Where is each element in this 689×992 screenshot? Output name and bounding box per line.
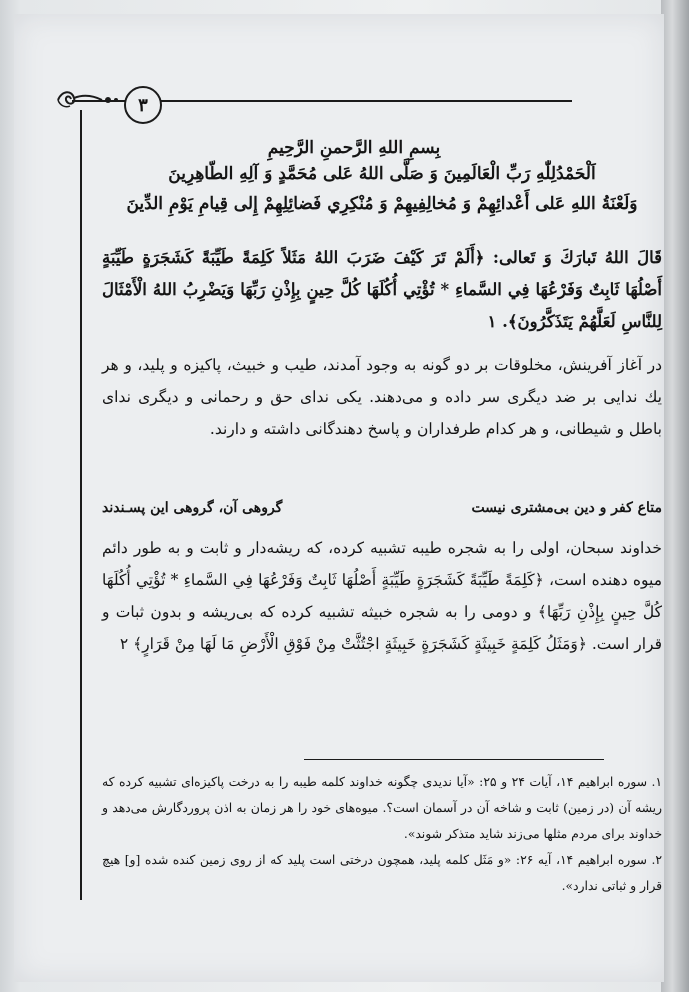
poem-hemistich-right: متاع کفر و دین بی‌مشتری نیست — [471, 500, 662, 516]
page-number-badge — [124, 86, 162, 124]
footnotes — [102, 769, 662, 899]
footnote-2: ۲. سوره ابراهیم ۱۴، آیه ۲۶: «و مَثَل کلمه پلید، همچون درختی است پلید که از روی زمین کنده شده [و] هیچ قرار و ثباتی ندارد». — [102, 853, 663, 893]
poem-hemistich-left: گروهی آن، گروهی این پسـندند — [102, 500, 283, 516]
paragraph-1-text: در آغاز آفرینش، مخلوقات بر دو گونه به وجود آمدند، طیب و خبیث، پاکیزه و پلید، و هر یك ندایی بر ضد دیگری سر داده و می‌دهند. یکی ندای حق و رحمانی و دیگری ندای باطل و شیطانی، و هر کدام طرفداران و پاسخ دهندگانی داشته و دارند. — [102, 356, 662, 438]
page-number: ۳ — [138, 94, 148, 116]
frame-left-rule — [80, 110, 82, 900]
paragraph-1 — [102, 349, 662, 445]
paragraph-2 — [102, 532, 662, 660]
scroll-ornament-icon — [54, 84, 134, 114]
footnote-1: ۱. سوره ابراهیم ۱۴، آیات ۲۴ و ۲۵: «آیا ندیدی چگونه خداوند کلمه طیبه را به درخت پاکیزه‌ای تشبیه کرده که ریشه آن (در زمین) ثابت و شاخه آن در آسمان است؟. میوه‌های خود را هر زمان به اذن پروردگارش می‌دهد و خداوند برای مردم مثلها می‌زند شاید متذکر شوند». — [102, 775, 662, 841]
paragraph-2-text: خداوند سبحان، اولی را به شجره طیبه تشبیه کرده، که ریشه‌دار و ثابت و به طور دائم میوه دهنده است، ﴿كَلِمَةً طَيِّبَةً كَشَجَرَةٍ طَيِّبَةٍ أَصْلُهَا ثَابِتٌ وَفَرْعُهَا فِي السَّماءِ * تُؤْتِي أُكُلَهَا كُلَّ حِينٍ بِإِذْنِ رَبِّهَا﴾ و دومی را به شجره خبیثه تشبیه کرده که بی‌ریشه و بدون ثبات و قرار است. ﴿وَمَثَلُ كَلِمَةٍ خَبِيثَةٍ كَشَجَرَةٍ خَبِيثَةٍ اجْتُثَّتْ مِنْ فَوْقِ الْأَرْضِ مَا لَهَا مِنْ قَرَارٍ﴾ ۲ — [102, 539, 662, 653]
footnote-separator — [304, 759, 604, 760]
curse-line: وَلَعْنَةُ اللهِ عَلى أَعْدائِهِمْ وَ مُخالِفِيهِمْ وَ مُنْكِرِي فَضائِلِهِمْ إِلى قِيامِ يَوْمِ الدِّينَ — [126, 194, 638, 214]
book-page — [14, 14, 664, 982]
next-page-edge — [661, 0, 689, 992]
bismillah: بِسمِ اللهِ الرَّحمنِ الرَّحِيمِ — [267, 138, 441, 158]
praise-line: اَلْحَمْدُلِلّٰهِ رَبِّ الْعَالَمِينَ وَ صَلَّى اللهُ عَلى مُحَمَّدٍ وَ آلِهِ الطّاهِرِينَ — [168, 164, 596, 184]
verse-intro-text: قَالَ اللهُ تَبارَكَ وَ تَعالى: ﴿أَلَمْ تَرَ كَيْفَ ضَرَبَ اللهُ مَثَلاً كَلِمَةً طَيِّبَةً كَشَجَرَةٍ طَيِّبَةٍ أَصْلُهَا ثَابِتٌ وَفَرْعُهَا فِي السَّماءِ * تُؤْتِي أُكُلَهَا كُلَّ حِينٍ بِإِذْنِ رَبِّهَا وَيَضْرِبُ اللهُ الْأَمْثَالَ لِلنَّاسِ لَعَلَّهُمْ يَتَذَكَّرُونَ﴾. ۱ — [102, 248, 662, 331]
poem-couplet — [102, 500, 662, 516]
verse-intro — [102, 242, 662, 338]
